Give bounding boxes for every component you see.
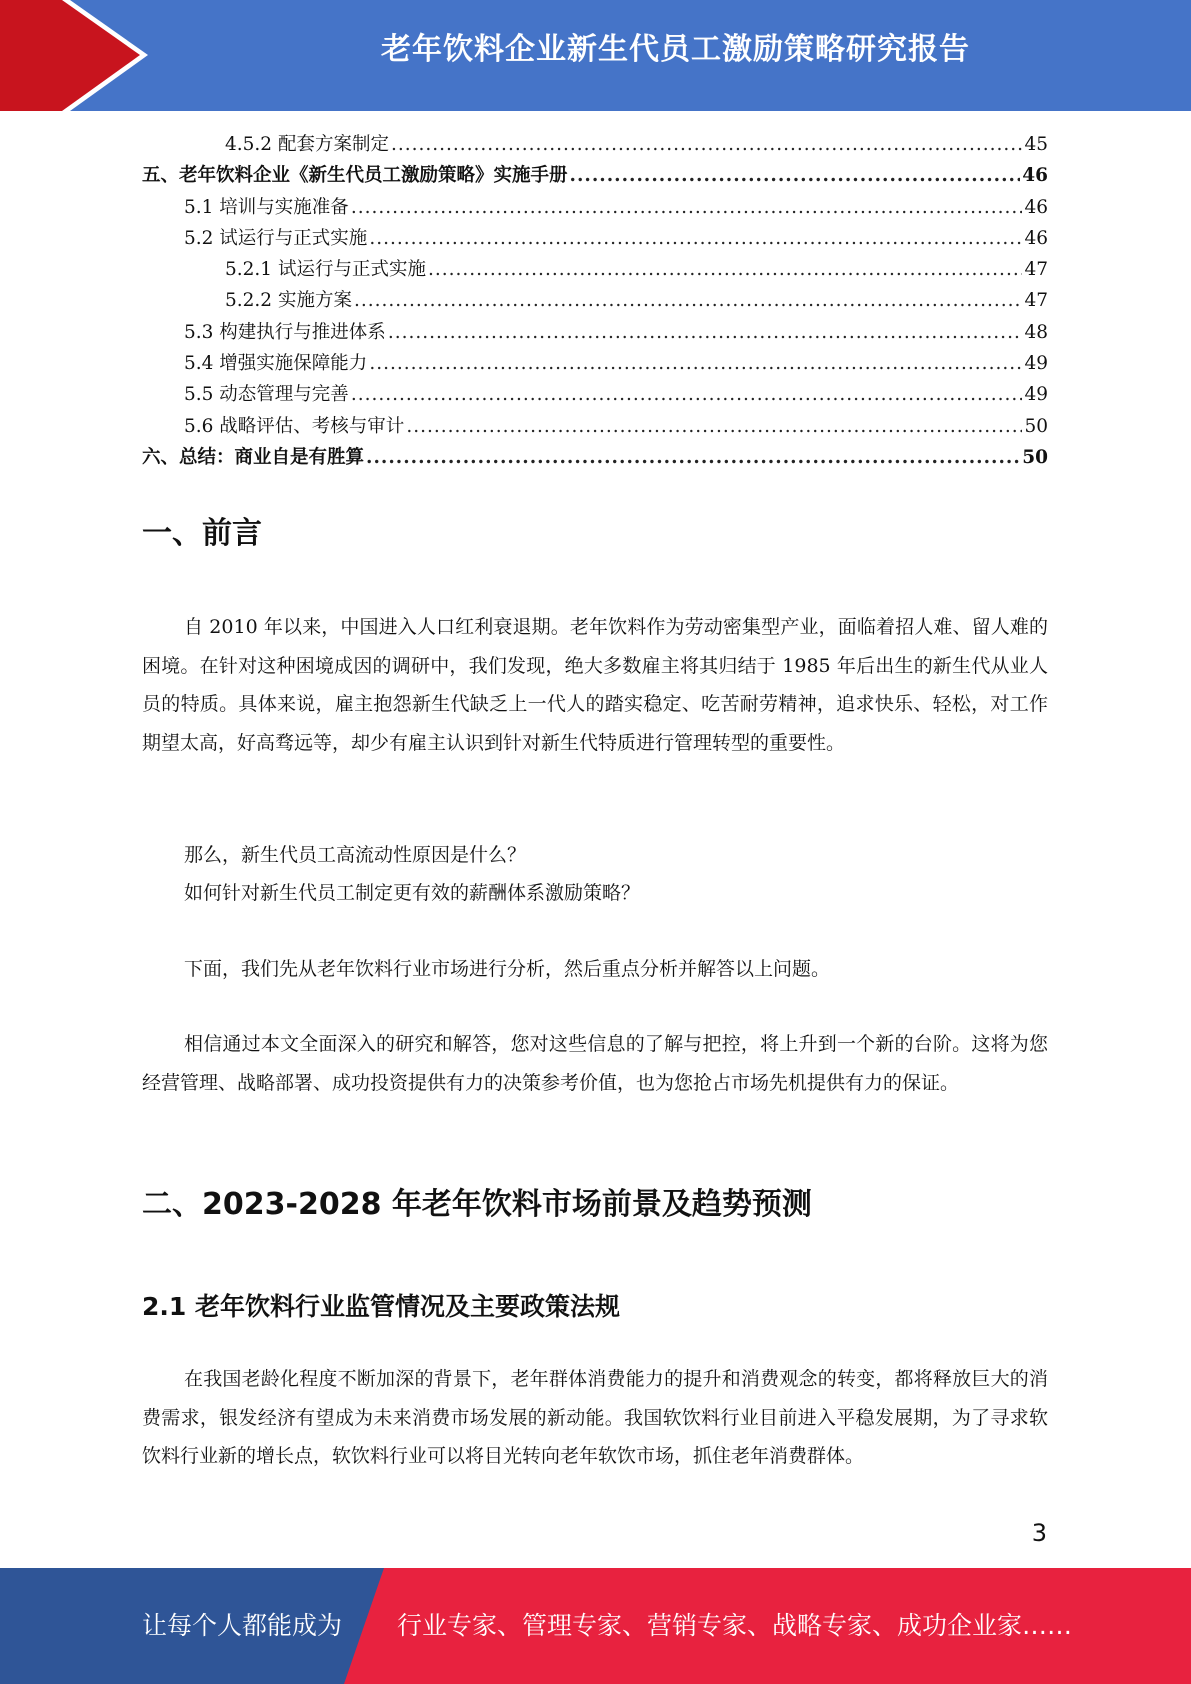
toc-dot-leader (354, 285, 1023, 316)
toc-entry-label: 5.6 战略评估、考核与审计 (184, 415, 405, 437)
toc-entry[interactable] (142, 285, 1048, 316)
toc-entry-label: 5.3 构建执行与推进体系 (184, 321, 386, 343)
toc-dot-leader (388, 317, 1023, 348)
toc-entry-page: 47 (1024, 290, 1048, 312)
toc-entry[interactable] (142, 192, 1048, 223)
toc-entry[interactable] (142, 379, 1048, 410)
toc-dot-leader (366, 442, 1020, 473)
section-heading-market-outlook: 二、2023-2028 年老年饮料市场前景及趋势预测 (142, 1187, 812, 1222)
toc-entry-page: 47 (1024, 259, 1048, 281)
preface-paragraph-3: 相信通过本文全面深入的研究和解答，您对这些信息的了解与把控，将上升到一个新的台阶。这将为您经营管理、战略部署、成功投资提供有力的决策参考价值，也为您抢占市场先机提供有力的保证。 (142, 1033, 1048, 1094)
section-heading-preface: 一、前言 (142, 516, 262, 551)
footer-slogan-right: 行业专家、管理专家、营销专家、战略专家、成功企业家…… (397, 1611, 1073, 1640)
toc-dot-leader (391, 129, 1022, 160)
toc-entry-page: 50 (1022, 446, 1048, 468)
toc-entry[interactable] (142, 129, 1048, 160)
toc-entry-page: 46 (1022, 165, 1048, 187)
toc-entry-label: 五、老年饮料企业《新生代员工激励策略》实施手册 (142, 165, 568, 187)
toc-entry[interactable] (142, 254, 1048, 285)
footer-slogan-left: 让每个人都能成为 (142, 1611, 343, 1640)
toc-dot-leader (428, 254, 1022, 285)
toc-entry-page: 46 (1024, 227, 1048, 249)
toc-entry[interactable] (142, 348, 1048, 379)
toc-entry[interactable] (142, 160, 1048, 191)
toc-entry-page: 45 (1024, 134, 1048, 155)
table-of-contents (142, 129, 1048, 473)
page-header (0, 0, 1191, 111)
toc-entry-label: 5.4 增强实施保障能力 (184, 353, 368, 375)
toc-entry-label: 5.5 动态管理与完善 (184, 384, 349, 406)
toc-dot-leader (369, 348, 1022, 379)
preface-question-1: 那么，新生代员工高流动性原因是什么？ (184, 844, 527, 866)
regulation-paragraph-1: 在我国老龄化程度不断加深的背景下，老年群体消费能力的提升和消费观念的转变，都将释放巨大的消费需求，银发经济有望成为未来消费市场发展的新动能。我国软饮料行业目前进入平稳发展期，为了寻求软饮料行业新的增长点，软饮料行业可以将目光转向老年软饮市场，抓住老年消费群体。 (142, 1368, 1048, 1467)
toc-dot-leader (369, 223, 1022, 254)
toc-entry[interactable] (142, 317, 1048, 348)
toc-entry-page: 49 (1024, 353, 1048, 375)
toc-dot-leader (570, 160, 1021, 191)
toc-entry-page: 50 (1024, 415, 1048, 437)
preface-question-2: 如何针对新生代员工制定更有效的薪酬体系激励策略？ (184, 882, 641, 904)
toc-entry-label: 5.2 试运行与正式实施 (184, 227, 368, 249)
toc-dot-leader (351, 379, 1023, 410)
toc-entry-label: 5.2.1 试运行与正式实施 (225, 259, 426, 281)
toc-entry[interactable] (142, 411, 1048, 442)
toc-dot-leader (406, 411, 1022, 442)
report-title: 老年饮料企业新生代员工激励策略研究报告 (381, 32, 970, 67)
header-chevron-decoration (0, 0, 160, 111)
subsection-heading-regulation: 2.1 老年饮料行业监管情况及主要政策法规 (142, 1292, 620, 1321)
toc-entry-page: 46 (1024, 196, 1048, 218)
toc-entry-label: 5.1 培训与实施准备 (184, 196, 349, 218)
toc-dot-leader (351, 192, 1023, 223)
preface-paragraph-2: 下面，我们先从老年饮料行业市场进行分析，然后重点分析并解答以上问题。 (184, 958, 831, 980)
toc-entry-page: 48 (1024, 321, 1048, 343)
page-number: 3 (1031, 1519, 1047, 1547)
toc-entry-label: 5.2.2 实施方案 (225, 290, 352, 312)
toc-entry[interactable] (142, 223, 1048, 254)
toc-entry[interactable] (142, 442, 1048, 473)
toc-entry-page: 49 (1024, 384, 1048, 406)
toc-entry-label: 六、总结：商业自是有胜算 (142, 446, 365, 468)
preface-paragraph-1: 自 2010 年以来，中国进入人口红利衰退期。老年饮料作为劳动密集型产业，面临着招人难、留人难的困境。在针对这种困境成因的调研中，我们发现，绝大多数雇主将其归结于 1985 年后出生的新生代从业人员的特质。具体来说，雇主抱怨新生代缺乏上一代人的踏实稳定、吃苦耐劳精神，追求快乐、轻松，对工作期望太高，好高骛远等，却少有雇主认识到针对新生代特质进行管理转型的重要性。 (142, 616, 1048, 754)
toc-entry-label: 4.5.2 配套方案制定 (225, 134, 389, 155)
page-footer (0, 1568, 1191, 1684)
